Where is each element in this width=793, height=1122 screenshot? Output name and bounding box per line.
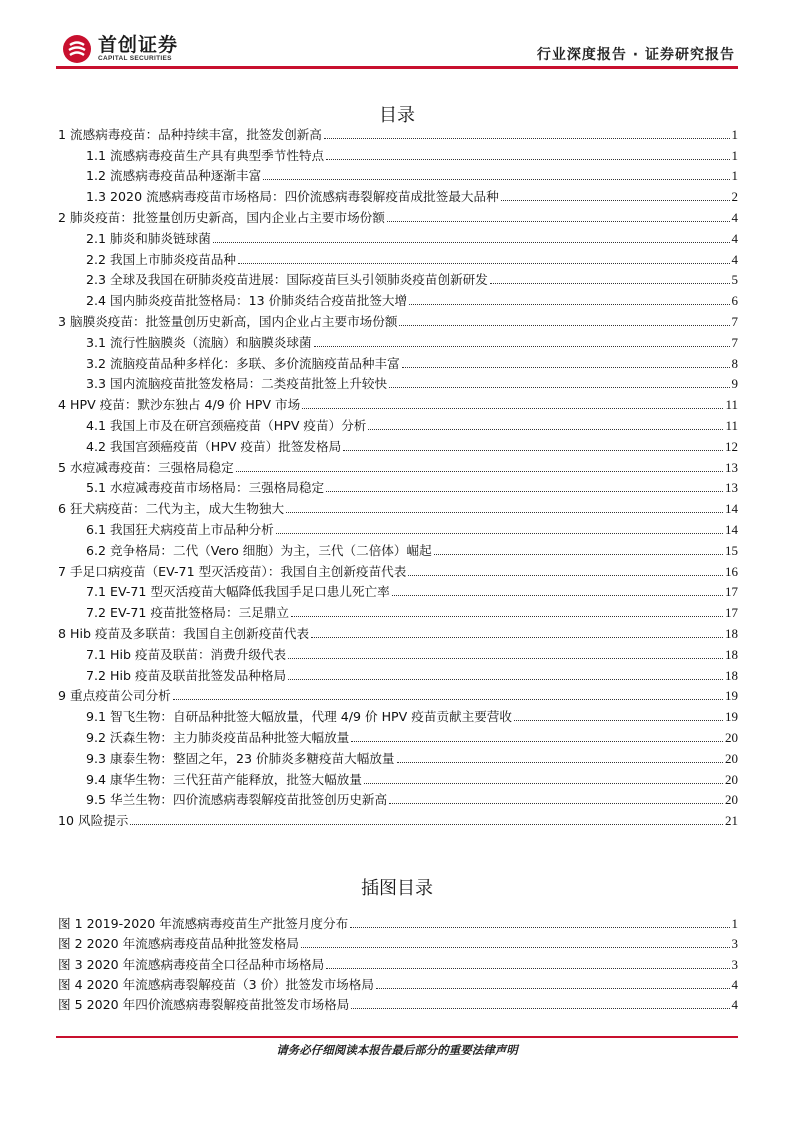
figure-list-title: 插图目录: [361, 878, 433, 899]
dot-leader: [399, 325, 729, 326]
capital-securities-logo-icon: [62, 34, 92, 64]
toc-entry-text: 7.2 EV-71 疫苗批签格局：三足鼎立: [86, 605, 289, 621]
dot-leader: [238, 263, 730, 264]
dot-leader: [324, 138, 730, 139]
toc-entry-text: 9 重点疫苗公司分析: [58, 688, 171, 704]
toc-entry-page: 20: [725, 792, 738, 808]
dot-leader: [434, 554, 723, 555]
toc-entry-text: 8 Hib 疫苗及多联苗：我国自主创新疫苗代表: [58, 625, 310, 641]
toc-entry-page: 13: [725, 459, 738, 475]
toc-entry[interactable]: [58, 808, 738, 829]
toc-entry[interactable]: [58, 912, 738, 932]
toc-entry-text: 2 肺炎疫苗：批签量创历史新高，国内企业占主要市场份额: [58, 209, 385, 225]
dot-leader: [376, 988, 730, 989]
toc-entry[interactable]: [58, 932, 738, 952]
dot-leader: [514, 720, 723, 721]
toc-entry-page: 11: [725, 397, 738, 413]
dot-leader: [326, 159, 729, 160]
dot-leader: [402, 367, 730, 368]
toc-entry-text: 图 4 2020 年流感病毒裂解疫苗（3 价）批签发市场格局: [58, 976, 374, 992]
dot-leader: [288, 679, 723, 680]
toc-entry-page: 11: [725, 417, 738, 433]
toc-entry[interactable]: [58, 434, 738, 455]
dot-leader: [501, 200, 730, 201]
toc-entry-text: 9.3 康泰生物：整固之年，23 价肺炎多糖疫苗大幅放量: [86, 750, 395, 766]
toc-entry[interactable]: [58, 122, 738, 143]
toc-entry-text: 图 5 2020 年四价流感病毒裂解疫苗批签发市场格局: [58, 996, 350, 1012]
toc-entry-text: 2.4 国内肺炎疫苗批签格局：13 价肺炎结合疫苗批签大增: [86, 293, 408, 309]
toc-entry-page: 18: [725, 625, 738, 641]
toc-entry[interactable]: [58, 746, 738, 767]
toc-entry[interactable]: [58, 704, 738, 725]
toc-entry[interactable]: [58, 143, 738, 164]
toc-entry-page: 14: [725, 521, 738, 537]
header-divider: [56, 66, 738, 69]
toc-entry-page: 7: [731, 334, 738, 350]
toc-entry-text: 1.3 2020 流感病毒疫苗市场格局：四价流感病毒裂解疫苗成批签最大品种: [86, 189, 499, 205]
toc-entry-page: 9: [731, 376, 738, 392]
dot-leader: [301, 947, 730, 948]
toc-entry-page: 14: [725, 501, 738, 517]
toc-entry[interactable]: [58, 268, 738, 289]
toc-entry-page: 21: [725, 813, 738, 829]
toc-entry-text: 图 1 2019-2020 年流感病毒疫苗生产批签月度分布: [58, 916, 349, 932]
dot-leader: [387, 221, 730, 222]
toc-entry[interactable]: [58, 559, 738, 580]
dot-leader: [351, 1008, 729, 1009]
toc-entry-page: 15: [725, 542, 738, 558]
toc-entry[interactable]: [58, 725, 738, 746]
dot-leader: [130, 824, 723, 825]
dot-leader: [408, 575, 723, 576]
toc-entry[interactable]: [58, 538, 738, 559]
dot-leader: [236, 471, 723, 472]
toc-entry-page: 1: [731, 168, 738, 184]
dot-leader: [263, 179, 729, 180]
toc-entry-page: 20: [725, 771, 738, 787]
toc-entry-text: 6.1 我国狂犬病疫苗上市品种分析: [86, 521, 274, 537]
toc-entry[interactable]: [58, 600, 738, 621]
dot-leader: [397, 762, 723, 763]
toc-entry-page: 17: [725, 605, 738, 621]
dot-leader: [213, 242, 730, 243]
toc-entry[interactable]: [58, 476, 738, 497]
toc-entry[interactable]: [58, 767, 738, 788]
toc-entry[interactable]: [58, 455, 738, 476]
toc-entry-page: 4: [731, 996, 738, 1012]
toc-entry-text: 2.1 肺炎和肺炎链球菌: [86, 230, 211, 246]
footer-divider: [56, 1036, 738, 1038]
brand-name-en: CAPITAL SECURITIES: [98, 55, 172, 62]
toc-entry[interactable]: [58, 372, 738, 393]
toc-entry-text: 4.2 我国宫颈癌疫苗（HPV 疫苗）批签发格局: [86, 438, 342, 454]
toc-entry[interactable]: [58, 184, 738, 205]
toc-entry-page: 4: [731, 251, 738, 267]
toc-entry-page: 1: [731, 126, 738, 142]
toc-entry-page: 7: [731, 313, 738, 329]
toc-entry-page: 1: [731, 916, 738, 932]
toc-entry-text: 9.5 华兰生物：四价流感病毒裂解疫苗批签创历史新高: [86, 792, 388, 808]
toc-entry-text: 1.2 流感病毒疫苗品种逐渐丰富: [86, 168, 262, 184]
toc-entry-page: 8: [731, 355, 738, 371]
dot-leader: [392, 595, 723, 596]
brand-name-cn: 首创证券: [98, 34, 179, 56]
toc-entry-text: 9.2 沃森生物：主力肺炎疫苗品种批签大幅放量: [86, 729, 350, 745]
toc-entry[interactable]: [58, 226, 738, 247]
dot-leader: [368, 429, 723, 430]
dot-leader: [314, 346, 730, 347]
toc-entry-text: 5 水痘减毒疫苗：三强格局稳定: [58, 459, 234, 475]
toc-entry[interactable]: [58, 684, 738, 705]
toc-entry-text: 1 流感病毒疫苗：品种持续丰富，批签发创新高: [58, 126, 322, 142]
toc-entry[interactable]: [58, 330, 738, 351]
legal-disclaimer: 请务必仔细阅读本报告最后部分的重要法律声明: [276, 1043, 518, 1057]
toc-entry-text: 7.1 Hib 疫苗及联苗：消费升级代表: [86, 646, 287, 662]
toc-entry-page: 6: [731, 293, 738, 309]
dot-leader: [291, 616, 723, 617]
toc-entry[interactable]: [58, 642, 738, 663]
toc-entry[interactable]: [58, 993, 738, 1013]
toc-entry-page: 4: [731, 976, 738, 992]
toc-entry-text: 图 3 2020 年流感病毒疫苗全口径品种市场格局: [58, 956, 325, 972]
toc-entry-page: 17: [725, 584, 738, 600]
dot-leader: [326, 968, 729, 969]
report-type-label: 行业深度报告 · 证券研究报告: [536, 47, 735, 63]
toc-entry[interactable]: [58, 351, 738, 372]
toc-entry[interactable]: [58, 413, 738, 434]
toc-entry-text: 3.3 国内流脑疫苗批签发格局：二类疫苗批签上升较快: [86, 376, 388, 392]
dot-leader: [409, 304, 729, 305]
dot-leader: [302, 408, 723, 409]
toc-entry-page: 3: [731, 936, 738, 952]
dot-leader: [490, 283, 730, 284]
toc-entry-page: 20: [725, 750, 738, 766]
toc-entry[interactable]: [58, 288, 738, 309]
toc-entry-page: 13: [725, 480, 738, 496]
toc-entry-text: 图 2 2020 年流感病毒疫苗品种批签发格局: [58, 936, 299, 952]
toc-entry-text: 5.1 水痘减毒疫苗市场格局：三强格局稳定: [86, 480, 325, 496]
dot-leader: [288, 658, 723, 659]
toc-entry-page: 5: [731, 272, 738, 288]
dot-leader: [389, 387, 729, 388]
toc-entry-text: 7.1 EV-71 型灭活疫苗大幅降低我国手足口患儿死亡率: [86, 584, 390, 600]
toc-entry[interactable]: [58, 580, 738, 601]
toc-entry[interactable]: [58, 517, 738, 538]
dot-leader: [326, 491, 723, 492]
dot-leader: [311, 637, 723, 638]
dot-leader: [173, 699, 723, 700]
toc-entry-text: 7.2 Hib 疫苗及联苗批签发品种格局: [86, 667, 287, 683]
toc-entry[interactable]: [58, 496, 738, 517]
dot-leader: [389, 803, 723, 804]
toc-entry-page: 19: [725, 709, 738, 725]
toc-entry-page: 3: [731, 956, 738, 972]
toc-entry[interactable]: [58, 663, 738, 684]
dot-leader: [350, 927, 729, 928]
page-header: [0, 0, 793, 70]
toc-entry-text: 2.3 全球及我国在研肺炎疫苗进展：国际疫苗巨头引领肺炎疫苗创新研发: [86, 272, 488, 288]
toc-entry-page: 4: [731, 230, 738, 246]
toc-entry-text: 3 脑膜炎疫苗：批签量创历史新高，国内企业占主要市场份额: [58, 313, 398, 329]
dot-leader: [364, 783, 723, 784]
toc-entry-page: 18: [725, 667, 738, 683]
dot-leader: [343, 450, 723, 451]
toc-entry[interactable]: [58, 952, 738, 972]
toc-entry-page: 18: [725, 646, 738, 662]
toc-entry[interactable]: [58, 621, 738, 642]
toc-entry-page: 20: [725, 729, 738, 745]
toc-entry-page: 4: [731, 209, 738, 225]
toc-entry-text: 3.2 流脑疫苗品种多样化：多联、多价流脑疫苗品种丰富: [86, 355, 400, 371]
toc-entry-text: 10 风险提示: [58, 813, 129, 829]
toc-entry[interactable]: [58, 973, 738, 993]
company-logo: [62, 34, 178, 64]
table-of-contents: [58, 122, 738, 829]
toc-entry-text: 1.1 流感病毒疫苗生产具有典型季节性特点: [86, 147, 325, 163]
toc-entry[interactable]: [58, 309, 738, 330]
toc-entry[interactable]: [58, 788, 738, 809]
toc-entry-page: 12: [725, 438, 738, 454]
toc-entry-text: 7 手足口病疫苗（EV-71 型灭活疫苗）：我国自主创新疫苗代表: [58, 563, 407, 579]
toc-entry-text: 2.2 我国上市肺炎疫苗品种: [86, 251, 236, 267]
toc-entry-page: 16: [725, 563, 738, 579]
dot-leader: [276, 533, 723, 534]
dot-leader: [351, 741, 723, 742]
toc-entry[interactable]: [58, 164, 738, 185]
toc-entry-page: 19: [725, 688, 738, 704]
toc-title: 目录: [379, 105, 415, 126]
figure-list: [58, 912, 738, 1013]
toc-entry[interactable]: [58, 247, 738, 268]
toc-entry-text: 6.2 竞争格局：二代（Vero 细胞）为主，三代（二倍体）崛起: [86, 542, 432, 558]
toc-entry-text: 9.4 康华生物：三代狂苗产能释放，批签大幅放量: [86, 771, 362, 787]
toc-entry-page: 2: [731, 189, 738, 205]
toc-entry-page: 1: [731, 147, 738, 163]
toc-entry-text: 3.1 流行性脑膜炎（流脑）和脑膜炎球菌: [86, 334, 312, 350]
toc-entry[interactable]: [58, 205, 738, 226]
toc-entry-text: 6 狂犬病疫苗：二代为主，成大生物独大: [58, 501, 285, 517]
toc-entry[interactable]: [58, 392, 738, 413]
toc-entry-text: 4 HPV 疫苗：默沙东独占 4/9 价 HPV 市场: [58, 397, 301, 413]
toc-entry-text: 4.1 我国上市及在研宫颈癌疫苗（HPV 疫苗）分析: [86, 417, 367, 433]
toc-entry-text: 9.1 智飞生物：自研品种批签大幅放量，代理 4/9 价 HPV 疫苗贡献主要营收: [86, 709, 513, 725]
dot-leader: [286, 512, 723, 513]
